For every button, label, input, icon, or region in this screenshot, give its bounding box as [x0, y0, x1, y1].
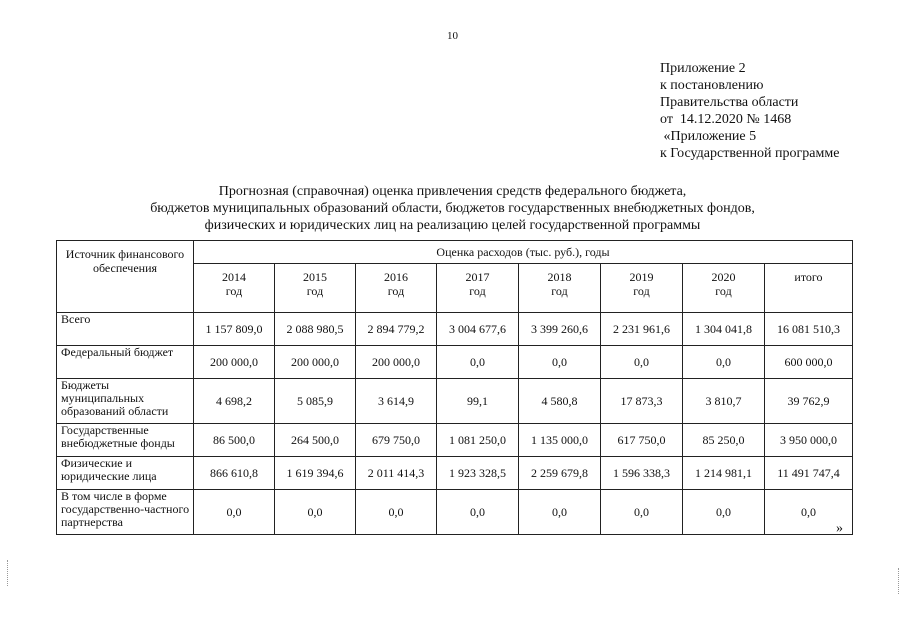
table-row: [57, 379, 853, 424]
value-cell: 0,0: [601, 490, 683, 535]
year-label: 2017: [465, 270, 490, 284]
value-cell: 1 596 338,3: [601, 457, 683, 490]
value-cell: 600 000,0: [765, 346, 853, 379]
value-cell: 4 698,2: [194, 379, 275, 424]
title-line: Прогнозная (справочная) оценка привлечения средств федерального бюджета,: [218, 184, 687, 199]
table-row: [57, 490, 853, 535]
value-cell: 1 619 394,6: [275, 457, 356, 490]
year-header: [194, 264, 275, 313]
value-cell: 86 500,0: [194, 424, 275, 457]
value-cell: 2 011 414,3: [356, 457, 437, 490]
value-cell: 0,0: [519, 490, 601, 535]
appendix-line: «Приложение 5: [660, 129, 757, 144]
year-label: 2015: [303, 270, 327, 284]
value-cell: 3 399 260,6: [519, 313, 601, 346]
value-cell: 39 762,9: [765, 379, 853, 424]
value-cell: 1 923 328,5: [437, 457, 519, 490]
row-label: В том числе в форме государственно-частного партнерства: [57, 490, 194, 535]
title-line: физических и юридических лиц на реализацию целей государственной программы: [204, 218, 701, 233]
value-cell: 3 004 677,6: [437, 313, 519, 346]
value-cell: 99,1: [437, 379, 519, 424]
year-label: 2014: [222, 270, 246, 284]
page-number: 10: [447, 30, 458, 42]
year-unit: год: [633, 284, 650, 298]
year-label: 2020: [711, 270, 736, 284]
value-cell: 3 950 000,0: [765, 424, 853, 457]
appendix-header: [660, 60, 839, 162]
year-label: 2016: [384, 270, 408, 284]
year-header: [601, 264, 683, 313]
year-header: [437, 264, 519, 313]
value-cell: 264 500,0: [275, 424, 356, 457]
value-cell: 0,0: [683, 346, 765, 379]
year-label: итого: [794, 270, 823, 284]
document-title: [60, 183, 845, 234]
value-cell: 0,0: [519, 346, 601, 379]
value-cell: 2 894 779,2: [356, 313, 437, 346]
value-cell: 3 614,9: [356, 379, 437, 424]
year-unit: год: [387, 284, 405, 298]
value-cell: 0,0: [765, 490, 853, 535]
table-body: [57, 313, 853, 535]
year-unit: год: [469, 284, 486, 298]
value-cell: 0,0: [275, 490, 356, 535]
value-cell: 1 214 981,1: [683, 457, 765, 490]
value-cell: 200 000,0: [275, 346, 356, 379]
row-label: Государственные внебюджетные фонды: [57, 424, 194, 457]
value-cell: 0,0: [194, 490, 275, 535]
year-unit: год: [306, 284, 324, 298]
value-cell: 16 081 510,3: [765, 313, 853, 346]
value-cell: 200 000,0: [194, 346, 275, 379]
year-unit: год: [225, 284, 243, 298]
year-label: 2018: [547, 270, 572, 284]
value-cell: 2 231 961,6: [601, 313, 683, 346]
appendix-line: к постановлению: [660, 78, 764, 93]
appendix-line: Правительства области: [660, 95, 799, 110]
value-cell: 0,0: [683, 490, 765, 535]
appendix-line: Приложение 2: [660, 61, 746, 76]
value-cell: 11 491 747,4: [765, 457, 853, 490]
value-cell: 4 580,8: [519, 379, 601, 424]
value-cell: 1 081 250,0: [437, 424, 519, 457]
table-row: [57, 457, 853, 490]
title-line: бюджетов муниципальных образований области, бюджетов государственных внебюджетных фондов,: [150, 201, 755, 216]
value-cell: 200 000,0: [356, 346, 437, 379]
value-cell: 0,0: [601, 346, 683, 379]
value-cell: 5 085,9: [275, 379, 356, 424]
value-cell: 866 610,8: [194, 457, 275, 490]
row-label: Федеральный бюджет: [57, 346, 194, 379]
year-label: 2019: [629, 270, 654, 284]
row-label: Физические и юридические лица: [57, 457, 194, 490]
margin-mark: [898, 568, 900, 594]
value-cell: 0,0: [437, 346, 519, 379]
year-header: [765, 264, 853, 313]
closing-quote: »: [836, 521, 843, 536]
value-cell: 0,0: [437, 490, 519, 535]
year-unit: год: [715, 284, 732, 298]
year-unit: год: [551, 284, 568, 298]
row-label: Всего: [57, 313, 194, 346]
appendix-line: от 14.12.2020 № 1468: [660, 112, 792, 127]
year-header: [519, 264, 601, 313]
table-row: [57, 346, 853, 379]
value-cell: 1 157 809,0: [194, 313, 275, 346]
value-cell: 1 304 041,8: [683, 313, 765, 346]
value-cell: 679 750,0: [356, 424, 437, 457]
table-row: [57, 313, 853, 346]
expense-group-header: Оценка расходов (тыс. руб.), годы: [194, 241, 853, 264]
financing-table: [56, 240, 853, 535]
value-cell: 3 810,7: [683, 379, 765, 424]
margin-mark: [7, 560, 9, 586]
value-cell: 2 259 679,8: [519, 457, 601, 490]
year-header: [683, 264, 765, 313]
value-cell: 1 135 000,0: [519, 424, 601, 457]
year-header: [275, 264, 356, 313]
value-cell: 85 250,0: [683, 424, 765, 457]
value-cell: 17 873,3: [601, 379, 683, 424]
value-cell: 2 088 980,5: [275, 313, 356, 346]
year-header: [356, 264, 437, 313]
row-label: Бюджеты муниципальных образований области: [57, 379, 194, 424]
value-cell: 0,0: [356, 490, 437, 535]
value-cell: 617 750,0: [601, 424, 683, 457]
appendix-line: к Государственной программе: [660, 146, 840, 161]
source-header: Источник финансового обеспечения: [57, 241, 194, 313]
table-row: [57, 424, 853, 457]
